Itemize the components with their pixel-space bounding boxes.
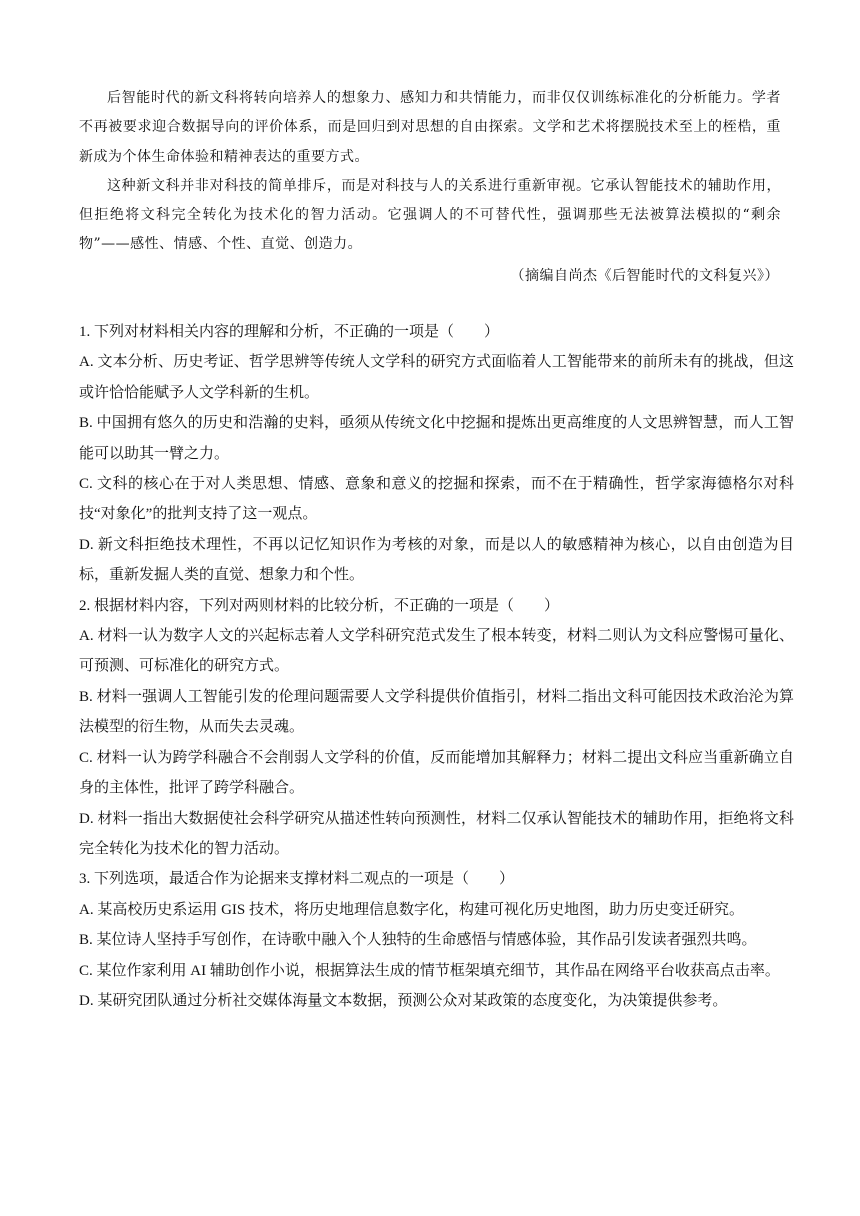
question-stem: 3. 下列选项，最适合作为论据来支撑材料二观点的一项是（ ） xyxy=(79,871,515,888)
option-a: A. 某高校历史系运用 GIS 技术，将历史地理信息数字化，构建可视化历史地图，助力历史变迁研究。 xyxy=(79,901,745,918)
option-b: B. 某位诗人坚持手写创作，在诗歌中融入个人独特的生命感悟与情感体验，其作品引发读者强烈共鸣。 xyxy=(79,932,757,949)
question-list xyxy=(79,317,794,1016)
question-stem: 2. 根据材料内容，下列对两则材料的比较分析，不正确的一项是（ ） xyxy=(79,597,560,614)
option-d: D. 新文科拒绝技术理性，不再以记忆知识作为考核的对象，而是以人的敏感精神为核心，以自由创造为目标，重新发掘人类的直觉、想象力和个性。 xyxy=(79,536,794,584)
reading-passage xyxy=(79,84,781,291)
option-a: A. 文本分析、历史考证、哲学思辨等传统人文学科的研究方式面临着人工智能带来的前所未有的挑战，但这或许恰恰能赋予人文学科新的生机。 xyxy=(79,354,794,401)
question-2 xyxy=(79,591,794,865)
question-stem: 1. 下列对材料相关内容的理解和分析，不正确的一项是（ ） xyxy=(79,324,500,340)
passage-paragraph: 这种新文科并非对科技的简单排斥，而是对科技与人的关系进行重新审视。它承认智能技术的辅助作用，但拒绝将文科完全转化为技术化的智力活动。它强调人的不可替代性，强调那些无法被算法模拟的“剩余物”——感性、情感、个性、直觉、创造力。 xyxy=(79,177,781,253)
option-d: D. 某研究团队通过分析社交媒体海量文本数据，预测公众对某政策的态度变化，为决策提供参考。 xyxy=(79,992,728,1009)
passage-source: （摘编自尚杰《后智能时代的文科复兴》） xyxy=(510,267,779,284)
option-c: C. 某位作家利用 AI 辅助创作小说，根据算法生成的情节框架填充细节，其作品在网络平台收获高点击率。 xyxy=(79,962,780,979)
option-a: A. 材料一认为数字人文的兴起标志着人文学科研究范式发生了根本转变，材料二则认为文科应警惕可量化、可预测、可标准化的研究方式。 xyxy=(79,628,794,675)
option-b: B. 材料一强调人工智能引发的伦理问题需要人文学科提供价值指引，材料二指出文科可能因技术政治沦为算法模型的衍生物，从而失去灵魂。 xyxy=(79,688,794,736)
option-d: D. 材料一指出大数据使社会科学研究从描述性转向预测性，材料二仅承认智能技术的辅助作用，拒绝将文科完全转化为技术化的智力活动。 xyxy=(79,810,794,857)
question-1 xyxy=(79,317,794,591)
passage-paragraph: 后智能时代的新文科将转向培养人的想象力、感知力和共情能力，而非仅仅训练标准化的分析能力。学者不再被要求迎合数据导向的评价体系，而是回归到对思想的自由探索。文学和艺术将摆脱技术至上的桎梏，重新成为个体生命体验和精神表达的重要方式。 xyxy=(79,90,781,165)
option-c: C. 文科的核心在于对人类思想、情感、意象和意义的挖掘和探索，而不在于精确性，哲学家海德格尔对科技“对象化”的批判支持了这一观点。 xyxy=(79,476,794,523)
option-b: B. 中国拥有悠久的历史和浩瀚的史料，亟须从传统文化中挖掘和提炼出更高维度的人文思辨智慧，而人工智能可以助其一臂之力。 xyxy=(79,415,794,462)
question-3 xyxy=(79,864,794,1016)
option-c: C. 材料一认为跨学科融合不会削弱人文学科的价值，反而能增加其解释力；材料二提出文科应当重新确立自身的主体性，批评了跨学科融合。 xyxy=(79,749,794,797)
